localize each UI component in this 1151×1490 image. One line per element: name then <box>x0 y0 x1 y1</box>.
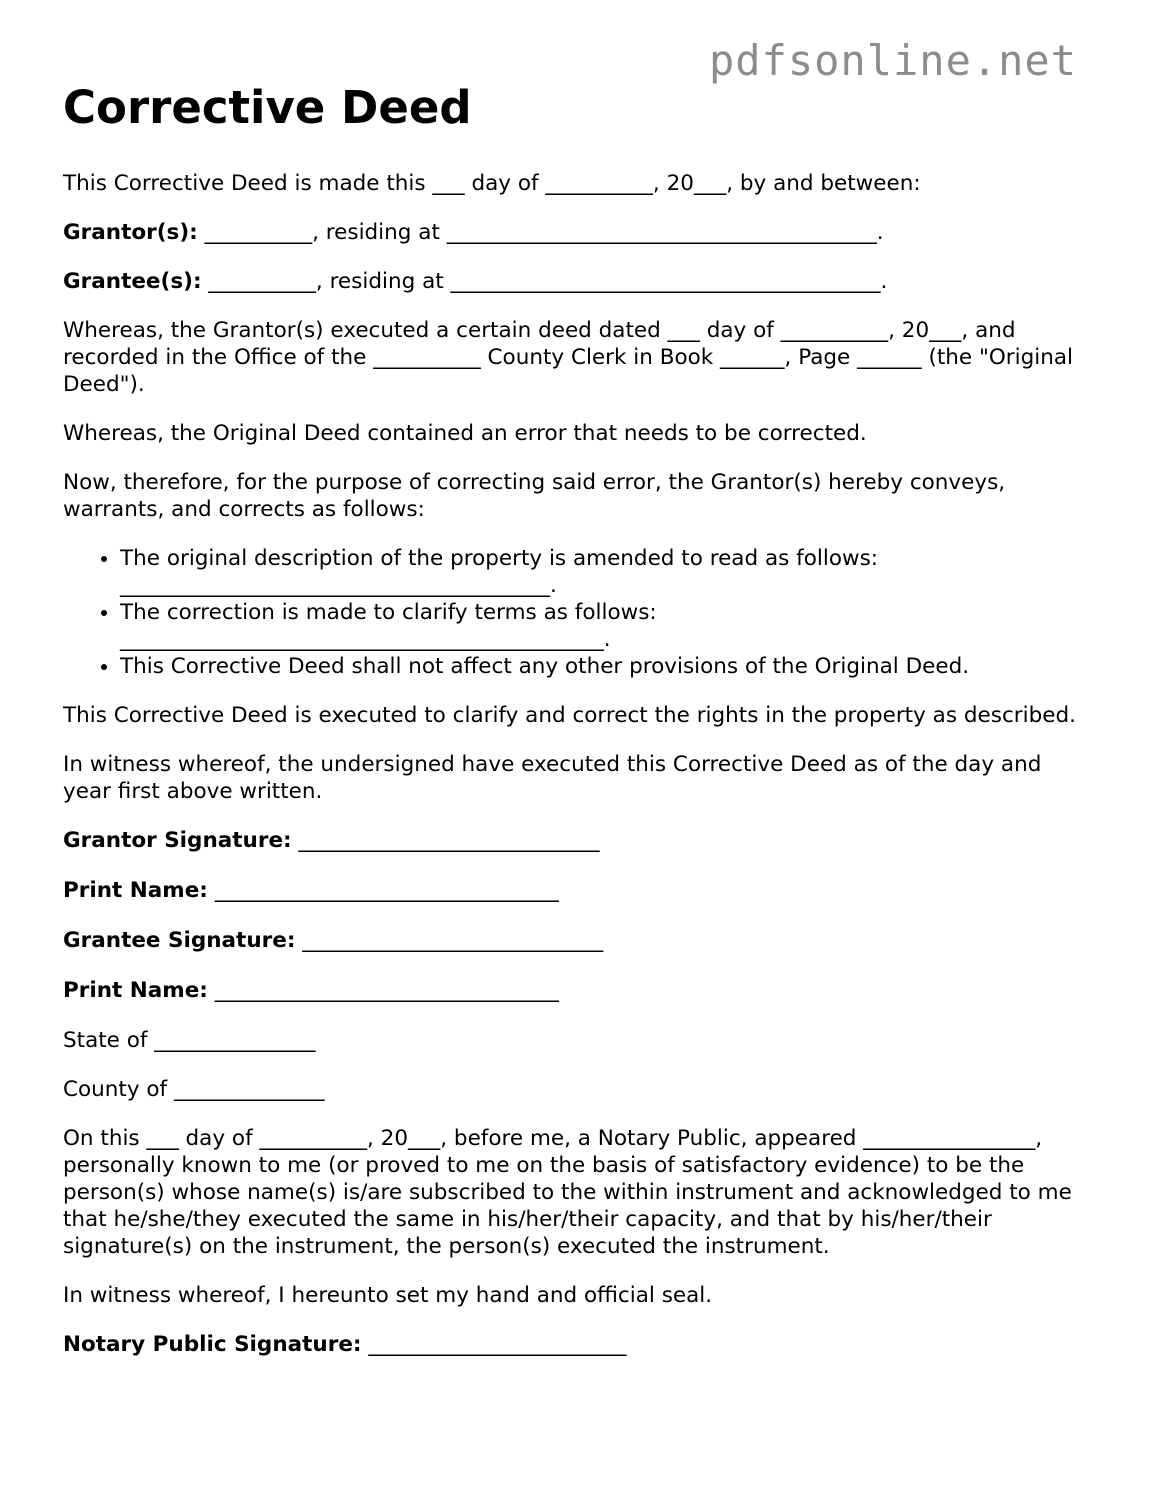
notary-signature-label: Notary Public Signature: <box>63 1332 362 1357</box>
print-name-blank: ________________________________ <box>207 878 559 903</box>
list-item: • The correction is made to clarify terms as follows: _____________________________________________. <box>120 599 1093 653</box>
list-item: • The original description of the property is amended to read as follows: ________________________________________. <box>120 545 1093 599</box>
document-body <box>63 80 1093 1381</box>
grantor-fields: __________, residing at ________________________________________. <box>197 220 884 245</box>
grantor-signature-blank: ____________________________ <box>291 828 600 853</box>
notary-signature-line <box>63 1331 1093 1358</box>
state-line: State of _______________ <box>63 1028 316 1053</box>
grantee-line <box>63 268 1093 295</box>
notary-witness-paragraph: In witness whereof, I hereunto set my hand and official seal. <box>63 1283 713 1308</box>
grantee-signature-label: Grantee Signature: <box>63 928 296 953</box>
whereas-original-deed: Whereas, the Grantor(s) executed a certain deed dated ___ day of __________, 20___, and recorded in the Office of the __________ County Clerk in Book ______, Page ______ (the "Original Deed"). <box>63 318 1073 397</box>
grantee-signature-blank: ____________________________ <box>295 928 604 953</box>
grantee-label: Grantee(s): <box>63 269 202 294</box>
county-line: County of ______________ <box>63 1077 325 1102</box>
grantee-fields: __________, residing at ________________________________________. <box>201 269 888 294</box>
print-name-blank: ________________________________ <box>207 978 559 1003</box>
notary-signature-blank: ________________________ <box>361 1332 627 1357</box>
witness-paragraph: In witness whereof, the undersigned have executed this Corrective Deed as of the day and year first above written. <box>63 752 1042 804</box>
grantor-label: Grantor(s): <box>63 220 198 245</box>
notary-paragraph: On this ___ day of __________, 20___, before me, a Notary Public, appeared ________________, personally known to me (or proved to me on the basis of satisfactory evidence) to be the person(s) whose name(s) is/are subscribed to the within instrument and acknowledged to me that he/she/they executed the same in his/her/their capacity, and that by his/her/their signature(s) on the instrument, the person(s) executed the instrument. <box>63 1126 1072 1259</box>
now-therefore-paragraph: Now, therefore, for the purpose of correcting said error, the Grantor(s) hereby conveys, warrants, and corrects as follows: <box>63 470 1006 522</box>
grantor-signature-label: Grantor Signature: <box>63 828 292 853</box>
executed-paragraph: This Corrective Deed is executed to clarify and correct the rights in the property as described. <box>63 703 1076 728</box>
print-name-label: Print Name: <box>63 878 208 903</box>
grantor-signature-line <box>63 827 1093 854</box>
intro-paragraph: This Corrective Deed is made this ___ day of __________, 20___, by and between: <box>63 171 921 196</box>
correction-list <box>63 545 1093 680</box>
grantor-line <box>63 219 1093 246</box>
grantee-signature-line <box>63 927 1093 954</box>
list-item: • This Corrective Deed shall not affect any other provisions of the Original Deed. <box>120 653 1093 680</box>
whereas-error: Whereas, the Original Deed contained an error that needs to be corrected. <box>63 421 867 446</box>
print-name-label: Print Name: <box>63 978 208 1003</box>
document-title: Corrective Deed <box>63 81 472 134</box>
watermark: pdfsonline.net <box>709 36 1078 85</box>
grantee-print-name-line <box>63 977 1093 1004</box>
grantor-print-name-line <box>63 877 1093 904</box>
